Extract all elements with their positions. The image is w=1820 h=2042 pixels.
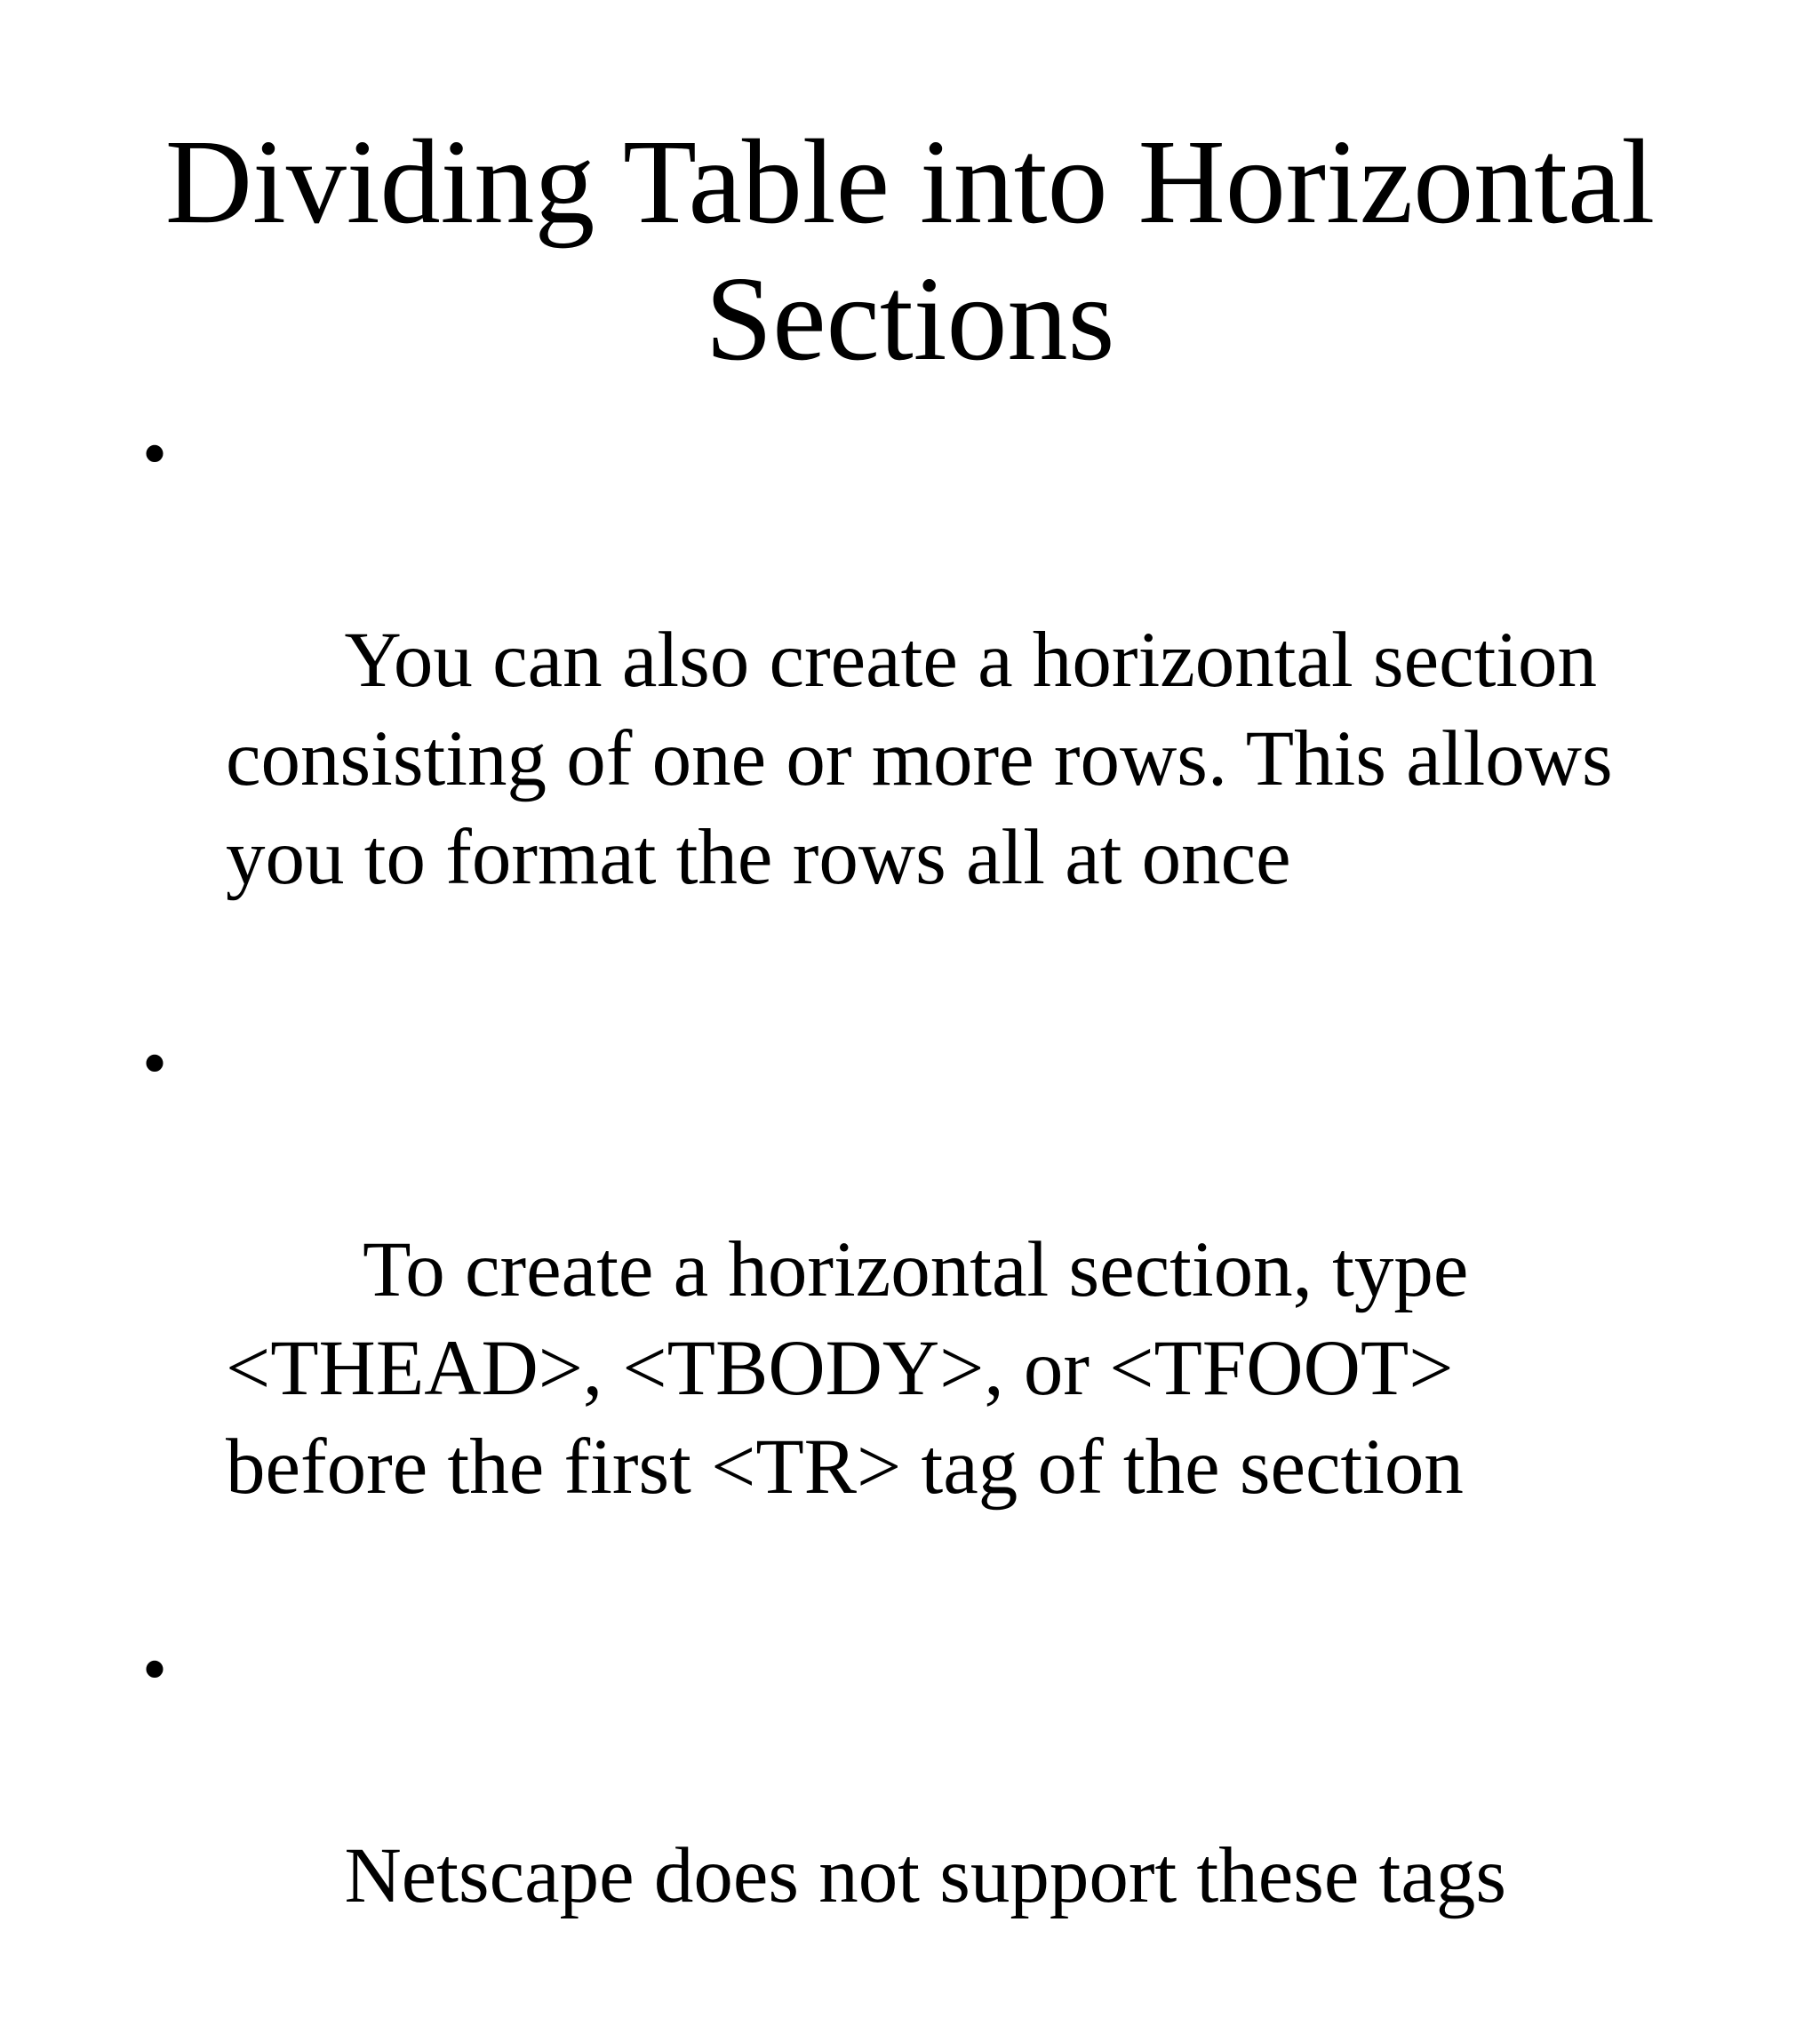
bullet-text: Netscape does not support these tags <box>344 1832 1506 1919</box>
bullet-marker: • <box>142 1631 168 1709</box>
bullet-item <box>142 1024 1742 1615</box>
bullet-text: To create a horizontal section, type <THEAD>, <TBODY>, or <TFOOT> before the first <TR> tag of the section <box>226 1226 1469 1511</box>
slide-title: Dividing Table into Horizontal Sections <box>164 116 1656 386</box>
bullet-text: You can also create a horizontal section consisting of one or more rows. This allows you to format the rows all at once <box>226 617 1613 901</box>
bullet-item <box>142 1630 1742 2024</box>
bullet-list <box>142 414 1742 2042</box>
bullet-marker: • <box>142 1025 168 1103</box>
bullet-item <box>142 414 1742 1006</box>
bullet-marker: • <box>142 415 168 493</box>
